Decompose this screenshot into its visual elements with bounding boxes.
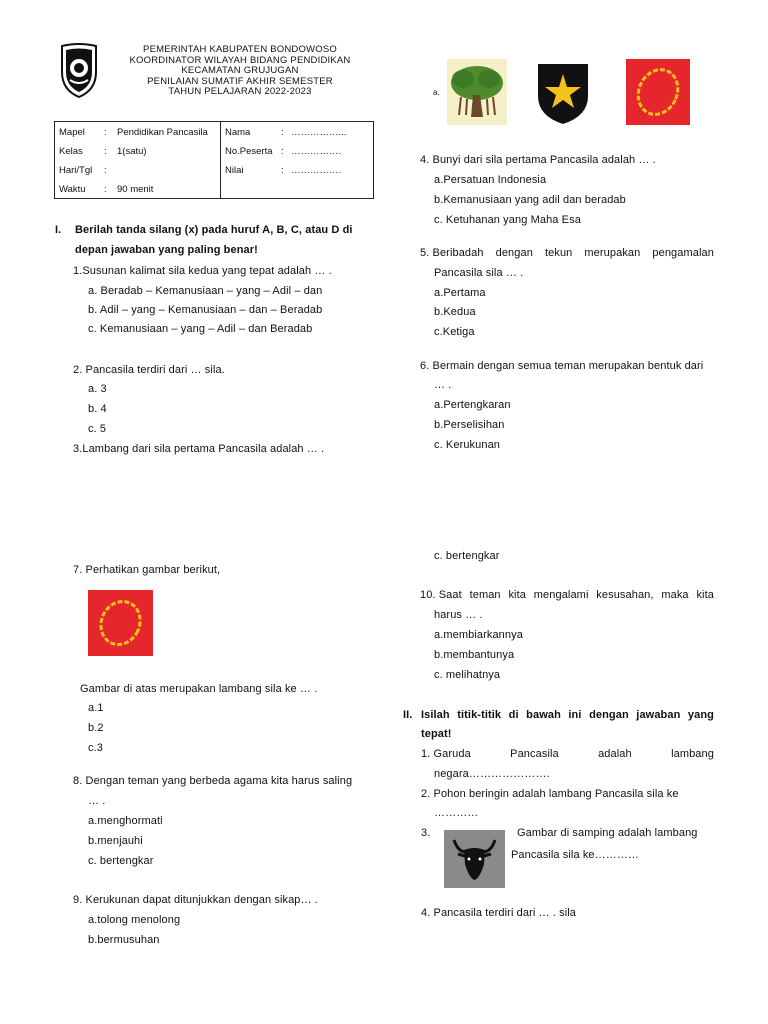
q5-option-c: c.Ketiga (434, 326, 475, 338)
word: dengan (589, 709, 629, 721)
bull-head-icon (444, 830, 505, 888)
question-6: 6. Bermain dengan semua teman merupakan bentuk dari (420, 360, 704, 372)
q6-option-a: a.Pertengkaran (434, 399, 511, 411)
q1-option-c: c. Kemanusiaan – yang – Adil – dan Beradab (88, 323, 313, 335)
word: 5. Beribadah (420, 247, 484, 259)
header-line: PEMERINTAH KABUPATEN BONDOWOSO (143, 44, 337, 55)
question-8-cont: … . (88, 795, 106, 807)
question-10-cont: harus … . (434, 609, 483, 621)
section-2-numeral: II. (403, 709, 413, 721)
q8-option-b: b.menjauhi (88, 835, 143, 847)
section-1-instruction-2: depan jawaban yang paling benar! (75, 244, 258, 256)
question-6-cont: … . (434, 379, 452, 391)
identity-table (54, 121, 374, 199)
word: mengalami (533, 589, 589, 601)
word: kita (508, 589, 526, 601)
q9-option-b: b.bermusuhan (88, 934, 160, 946)
chain-icon (626, 59, 690, 125)
sep: : (104, 146, 107, 157)
word: adalah (598, 748, 632, 760)
q3-option-a: a. (433, 88, 440, 97)
word: dengan (495, 247, 533, 259)
sep: : (281, 127, 284, 138)
word: maka (661, 589, 689, 601)
fill-in-1 (421, 748, 714, 760)
word: yang (687, 709, 714, 721)
label-kelas: Kelas (59, 146, 83, 157)
q6-option-b: b.Perselisihan (434, 419, 505, 431)
question-9: 9. Kerukunan dapat ditunjukkan dengan sikap… . (73, 894, 318, 906)
label-nilai: Nilai (225, 165, 244, 176)
header-line: KECAMATAN GRUJUGAN (181, 65, 299, 76)
q4-option-b: b.Kemanusiaan yang adil dan beradab (434, 194, 626, 206)
word: Isilah (421, 709, 450, 721)
word: jawaban (636, 709, 681, 721)
document-header (100, 45, 380, 98)
fill-in-3-number: 3. (421, 827, 431, 839)
value-kelas: 1(satu) (117, 146, 147, 157)
value-mapel: Pendidikan Pancasila (117, 127, 208, 138)
word: kesusahan, (596, 589, 654, 601)
sep: : (104, 127, 107, 138)
q9-option-c: c. bertengkar (434, 550, 500, 562)
q1-option-b: b. Adil – yang – Kemanusiaan – dan – Beradab (88, 304, 323, 316)
q4-option-a: a.Persatuan Indonesia (434, 174, 547, 186)
label-nopeserta: No.Peserta (225, 146, 273, 157)
word: pengamalan (652, 247, 714, 259)
q2-option-a: a. 3 (88, 383, 107, 395)
fill-in-3-cont: Pancasila sila ke………… (511, 849, 640, 861)
question-2: 2. Pancasila terdiri dari … sila. (73, 364, 225, 376)
fill-in-2-blank: ………… (434, 807, 479, 819)
q7-option-b: b.2 (88, 722, 104, 734)
sep: : (281, 146, 284, 157)
section-2-instruction (421, 709, 714, 721)
question-3: 3.Lambang dari sila pertama Pancasila adalah … . (73, 443, 325, 455)
banyan-tree-icon (447, 59, 507, 125)
q7-option-c: c.3 (88, 742, 103, 754)
q4-option-c: c. Ketuhanan yang Maha Esa (434, 214, 581, 226)
q2-option-b: b. 4 (88, 403, 107, 415)
fill-in-3: Gambar di samping adalah lambang (517, 827, 698, 839)
label-nama: Nama (225, 127, 251, 138)
header-line: KOORDINATOR WILAYAH BIDANG PENDIDIKAN (129, 54, 351, 66)
q6-option-c: c. Kerukunan (434, 439, 501, 451)
word: ini (568, 709, 582, 721)
label-mapel: Mapel (59, 127, 85, 138)
word: teman (469, 589, 501, 601)
sep: : (281, 165, 284, 176)
question-5 (420, 247, 714, 259)
word: 1. Garuda (421, 748, 471, 760)
q10-option-a: a.membiarkannya (434, 629, 523, 641)
q8-option-a: a.menghormati (88, 815, 163, 827)
fill-in-4: 4. Pancasila terdiri dari … . sila (421, 907, 577, 919)
section-1-numeral: I. (55, 224, 62, 236)
q10-option-b: b.membantunya (434, 649, 515, 661)
word: lambang (671, 748, 714, 760)
label-hari: Hari/Tgl (59, 165, 93, 176)
header-line: TAHUN PELAJARAN 2022-2023 (168, 86, 312, 97)
q10-option-c: c. melihatnya (434, 669, 501, 681)
question-4: 4. Bunyi dari sila pertama Pancasila adalah … . (420, 154, 656, 166)
question-5-cont: Pancasila sila … . (434, 267, 524, 279)
chain-icon (88, 590, 153, 656)
header-line: PENILAIAN SUMATIF AKHIR SEMESTER (147, 75, 333, 87)
question-8: 8. Dengan teman yang berbeda agama kita harus saling (73, 775, 353, 787)
fill-in-2: 2. Pohon beringin adalah lambang Pancasila sila ke (421, 788, 679, 800)
regency-logo-icon (58, 42, 100, 98)
question-7: 7. Perhatikan gambar berikut, (73, 564, 221, 576)
q7-option-a: a.1 (88, 702, 104, 714)
label-waktu: Waktu (59, 184, 86, 195)
q2-option-c: c. 5 (88, 423, 107, 435)
q5-option-a: a.Pertama (434, 287, 486, 299)
section-1-instruction: Berilah tanda silang (x) pada huruf A, B, C, atau D di (75, 224, 353, 236)
q8-option-c: c. bertengkar (88, 855, 154, 867)
section-2-instruction-2: tepat! (421, 728, 452, 740)
word: tekun (544, 247, 573, 259)
fill-in-1-blank: negara…………………. (434, 768, 550, 780)
sep: : (104, 184, 107, 195)
word: Pancasila (510, 748, 559, 760)
word: bawah (526, 709, 561, 721)
question-10 (420, 589, 714, 601)
blank-nilai: ……………. (291, 165, 342, 176)
sep: : (104, 165, 107, 176)
question-1: 1.Susunan kalimat sila kedua yang tepat adalah … . (73, 265, 332, 277)
q9-option-a: a.tolong menolong (88, 914, 181, 926)
word: titik-titik (457, 709, 502, 721)
q1-option-a: a. Beradab – Kemanusiaan – yang – Adil – dan (88, 285, 323, 297)
word: merupakan (584, 247, 641, 259)
q7-prompt: Gambar di atas merupakan lambang sila ke … . (80, 683, 318, 695)
word: kita (696, 589, 714, 601)
word: 10. Saat (420, 589, 462, 601)
word: di (508, 709, 519, 721)
blank-nopeserta: ……………. (291, 146, 342, 157)
blank-nama: ……………... (291, 127, 347, 138)
q5-option-b: b.Kedua (434, 306, 476, 318)
star-shield-icon (536, 62, 590, 126)
value-waktu: 90 menit (117, 184, 154, 195)
